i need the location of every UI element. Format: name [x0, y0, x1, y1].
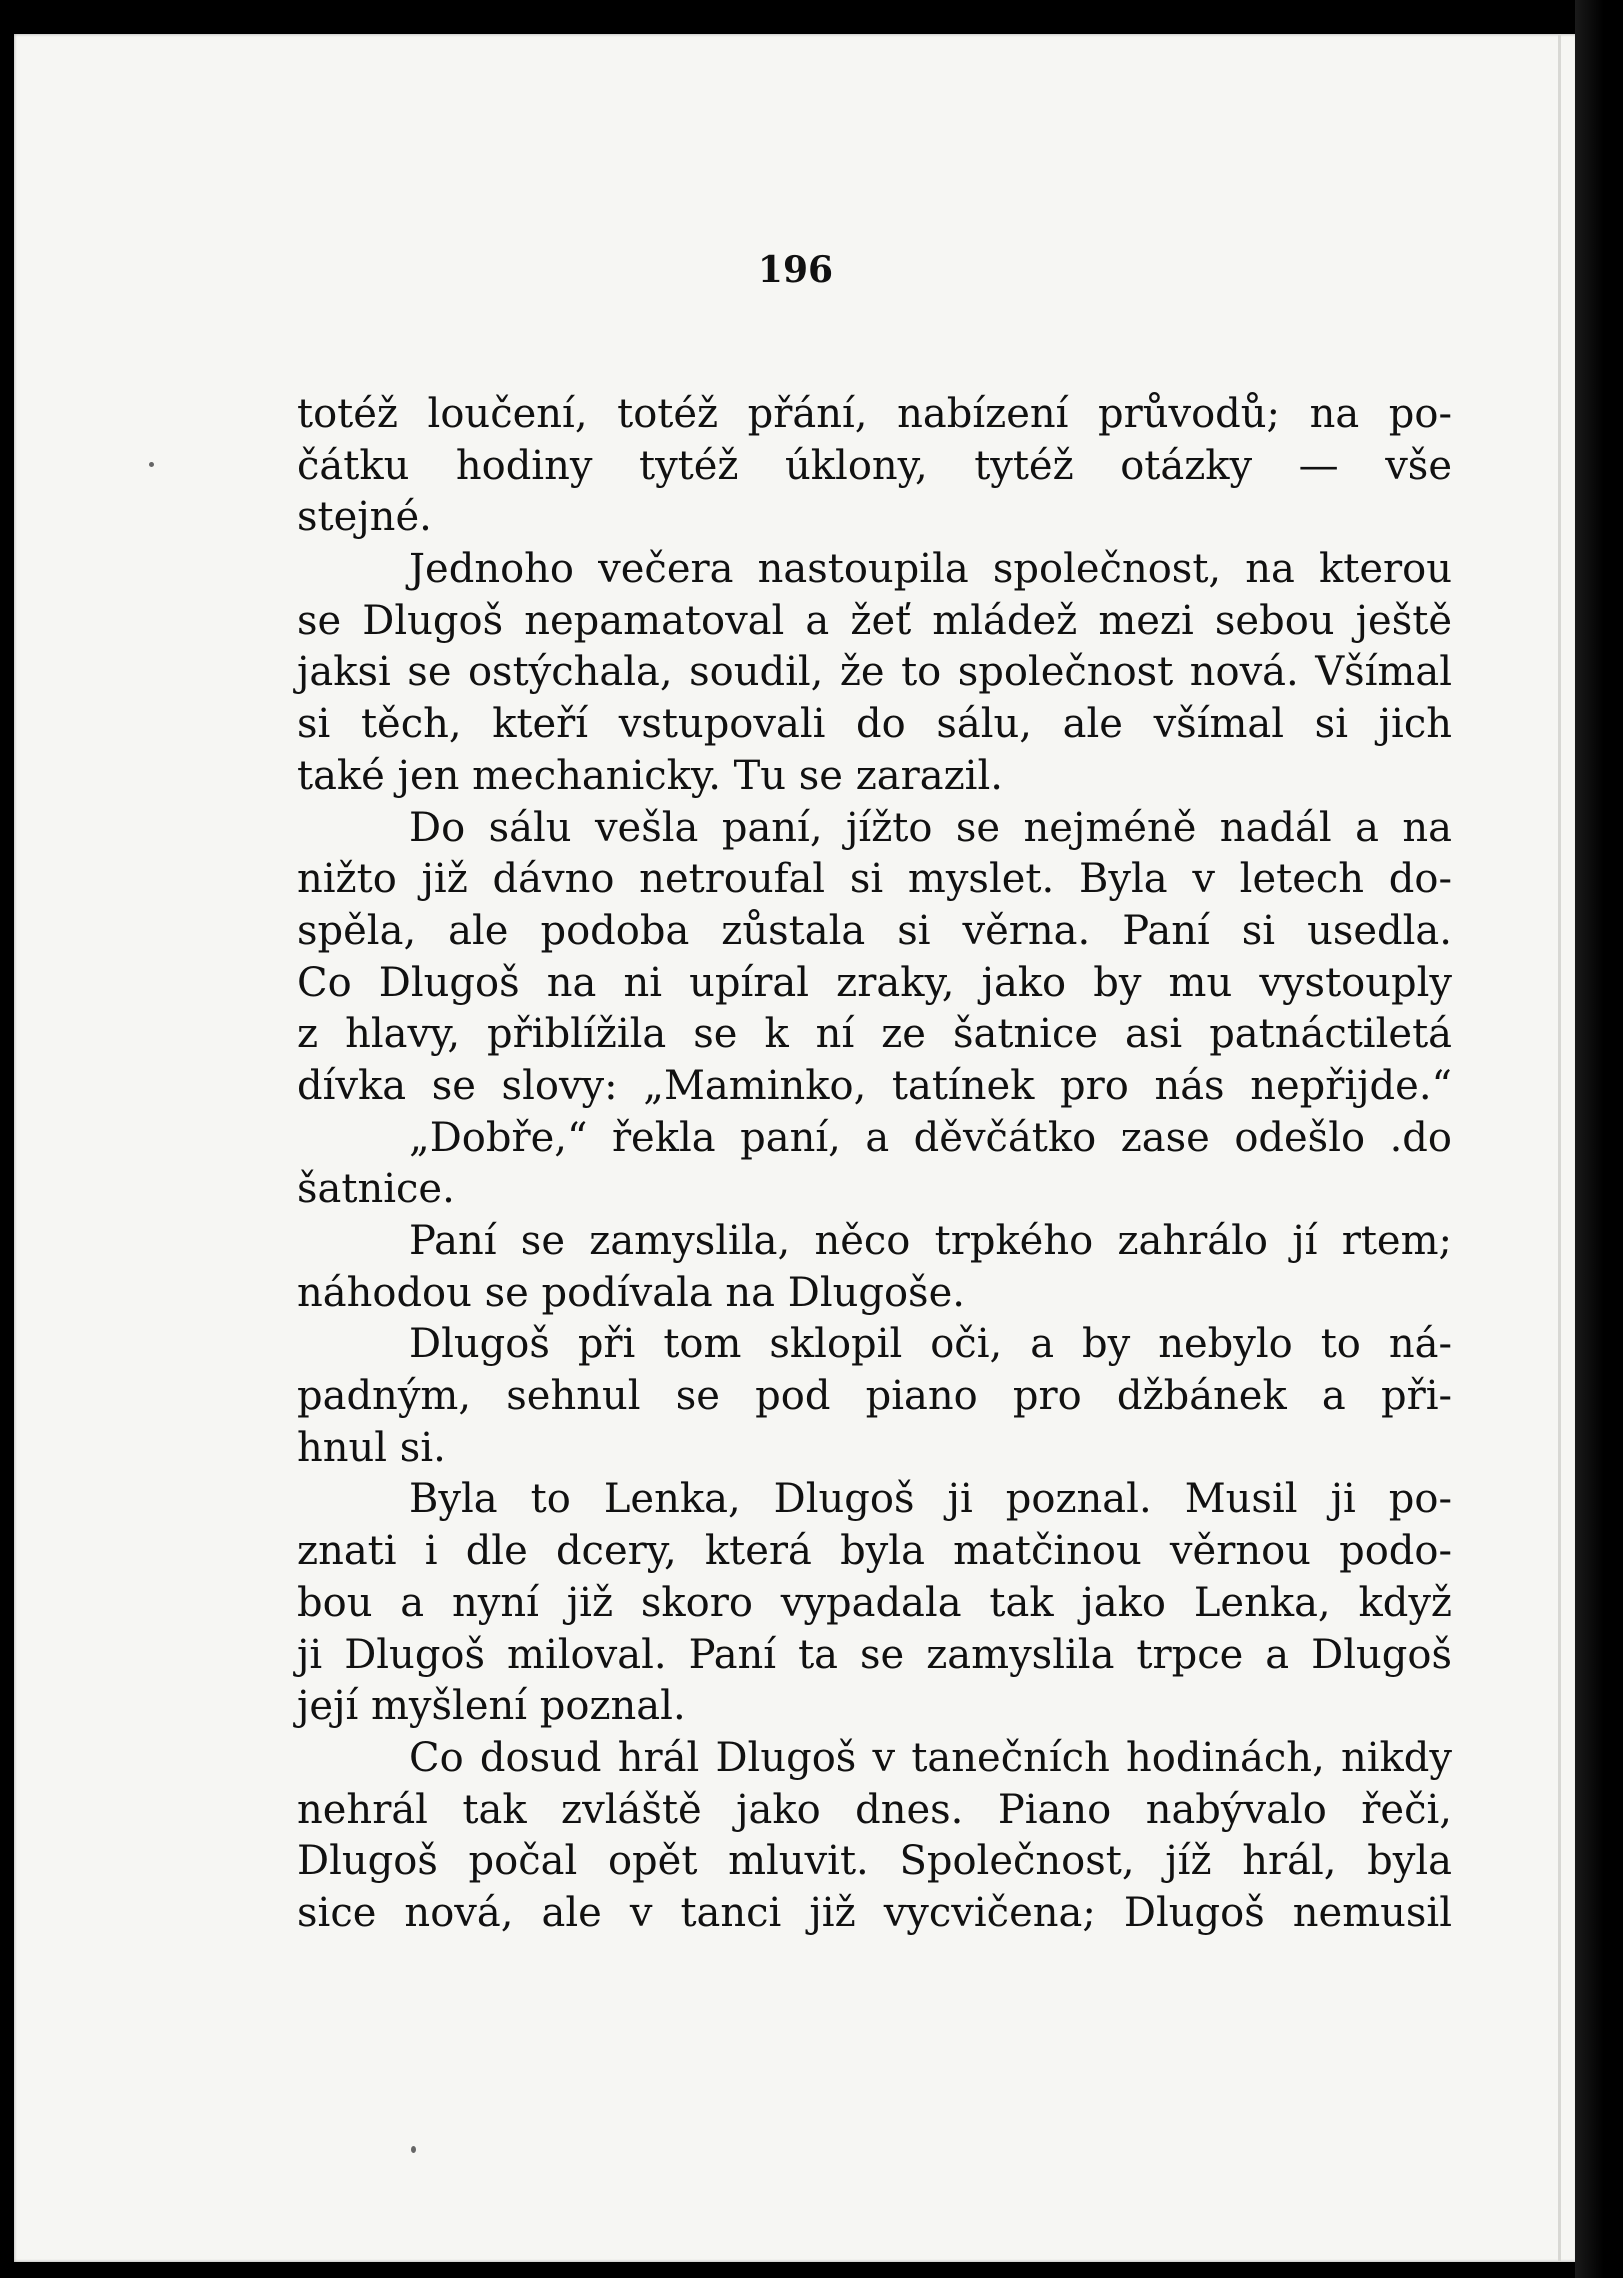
text-line: nehrál tak zvláště jako dnes. Piano nabývalo řeči, [297, 1786, 1452, 1833]
text-line: se Dlugoš nepamatoval a žeť mládež mezi sebou ještě [297, 597, 1452, 644]
scan-right-border [1575, 0, 1623, 2278]
text-line: náhodou se podívala na Dlugoše. [297, 1269, 965, 1316]
scan-speck [149, 462, 154, 467]
text-line: čátku hodiny tytéž úklony, tytéž otázky — vše [297, 442, 1452, 489]
text-line: Co dosud hrál Dlugoš v tanečních hodinách, nikdy [409, 1734, 1452, 1781]
page-edge-line [1558, 34, 1561, 2262]
text-line: Dlugoš při tom sklopil oči, a by nebylo to ná- [409, 1321, 1452, 1368]
book-page [14, 34, 1577, 2262]
text-line: totéž loučení, totéž přání, nabízení průvodů; na po- [297, 391, 1452, 437]
text-line: sice nová, ale v tanci již vycvičena; Dlugoš nemusil [297, 1889, 1452, 1936]
text-line: padným, sehnul se pod piano pro džbánek a při- [297, 1373, 1452, 1420]
page-number: 196 [757, 249, 834, 291]
text-line: ji Dlugoš miloval. Paní ta se zamyslila trpce a Dlugoš [297, 1631, 1452, 1678]
text-line: Do sálu vešla paní, jížto se nejméně nadál a na [409, 804, 1452, 851]
text-line: hnul si. [297, 1424, 446, 1471]
text-line: si těch, kteří vstupovali do sálu, ale všímal si jich [297, 701, 1452, 748]
text-line: z hlavy, přiblížila se k ní ze šatnice asi patnáctiletá [297, 1011, 1452, 1058]
text-line: spěla, ale podoba zůstala si věrna. Paní si usedla. [297, 907, 1452, 954]
text-line: šatnice. [297, 1166, 455, 1213]
text-line: dívka se slovy: „Maminko, tatínek pro nás nepřijde.“ [297, 1062, 1452, 1109]
text-line: bou a nyní již skoro vypadala tak jako Lenka, když [297, 1579, 1452, 1626]
text-line: jaksi se ostýchala, soudil, že to společnost nová. Všímal [297, 649, 1452, 696]
text-line: její myšlení poznal. [297, 1683, 686, 1730]
text-line: znati i dle dcery, která byla matčinou věrnou podo- [297, 1528, 1452, 1575]
text-line: Paní se zamyslila, něco trpkého zahrálo jí rtem; [409, 1218, 1452, 1264]
text-line: nižto již dávno netroufal si myslet. Byla v letech do- [297, 856, 1452, 903]
text-line: „Dobře,“ řekla paní, a děvčátko zase odešlo .do [409, 1114, 1452, 1161]
body-text [297, 389, 1452, 1940]
text-line: Jednoho večera nastoupila společnost, na kterou [409, 546, 1452, 593]
text-line: stejné. [297, 494, 432, 541]
text-line: Co Dlugoš na ni upíral zraky, jako by mu vystouply [297, 959, 1452, 1006]
text-line: Byla to Lenka, Dlugoš ji poznal. Musil ji po- [409, 1476, 1452, 1523]
scan-speck [411, 2146, 416, 2153]
text-line: Dlugoš počal opět mluvit. Společnost, jíž hrál, byla [297, 1838, 1452, 1885]
text-line: také jen mechanicky. Tu se zarazil. [297, 752, 1003, 799]
